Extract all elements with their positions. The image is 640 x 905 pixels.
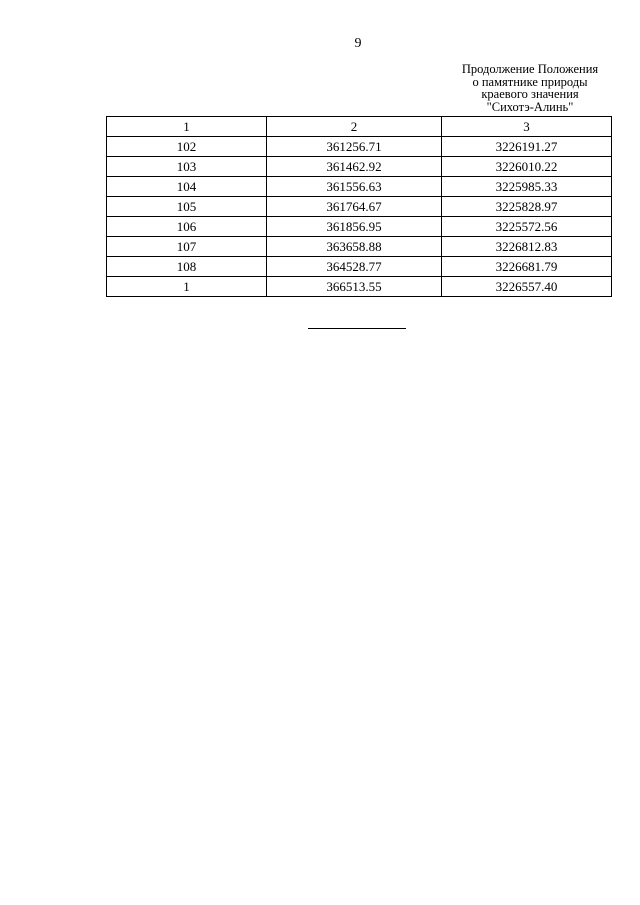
y-coordinate-cell: 3226191.27 [442,137,612,157]
x-coordinate-cell: 364528.77 [267,257,442,277]
point-number-cell: 107 [107,237,267,257]
header-cell-2: 2 [267,117,442,137]
y-coordinate-cell: 3225572.56 [442,217,612,237]
table-row [107,137,612,157]
heading-line-4: "Сихотэ-Алинь" [486,99,574,114]
y-coordinate-cell: 3226812.83 [442,237,612,257]
point-number-cell: 105 [107,197,267,217]
header-cell-3: 3 [442,117,612,137]
table-row [107,277,612,297]
table-row [107,237,612,257]
point-number-cell: 1 [107,277,267,297]
header-cell-1: 1 [107,117,267,137]
page-number: 9 [354,36,362,51]
y-coordinate-cell: 3225828.97 [442,197,612,217]
x-coordinate-cell: 361462.92 [267,157,442,177]
table-header-row [107,117,612,137]
table-row [107,217,612,237]
x-coordinate-cell: 361764.67 [267,197,442,217]
heading-line-3: краевого значения [481,87,579,101]
table-row [107,157,612,177]
document-heading [440,63,620,113]
table-row [107,177,612,197]
point-number-cell: 106 [107,217,267,237]
point-number-cell: 108 [107,257,267,277]
table-row [107,197,612,217]
x-coordinate-cell: 361256.71 [267,137,442,157]
coordinates-table [106,116,612,297]
x-coordinate-cell: 366513.55 [267,277,442,297]
heading-line-2: о памятнике природы [472,74,588,89]
end-of-document-rule [308,328,406,329]
point-number-cell: 104 [107,177,267,197]
point-number-cell: 103 [107,157,267,177]
table-row [107,257,612,277]
y-coordinate-cell: 3226681.79 [442,257,612,277]
point-number-cell: 102 [107,137,267,157]
y-coordinate-cell: 3226010.22 [442,157,612,177]
y-coordinate-cell: 3226557.40 [442,277,612,297]
y-coordinate-cell: 3225985.33 [442,177,612,197]
heading-line-1: Продолжение Положения [461,62,599,76]
x-coordinate-cell: 361856.95 [267,217,442,237]
x-coordinate-cell: 363658.88 [267,237,442,257]
x-coordinate-cell: 361556.63 [267,177,442,197]
